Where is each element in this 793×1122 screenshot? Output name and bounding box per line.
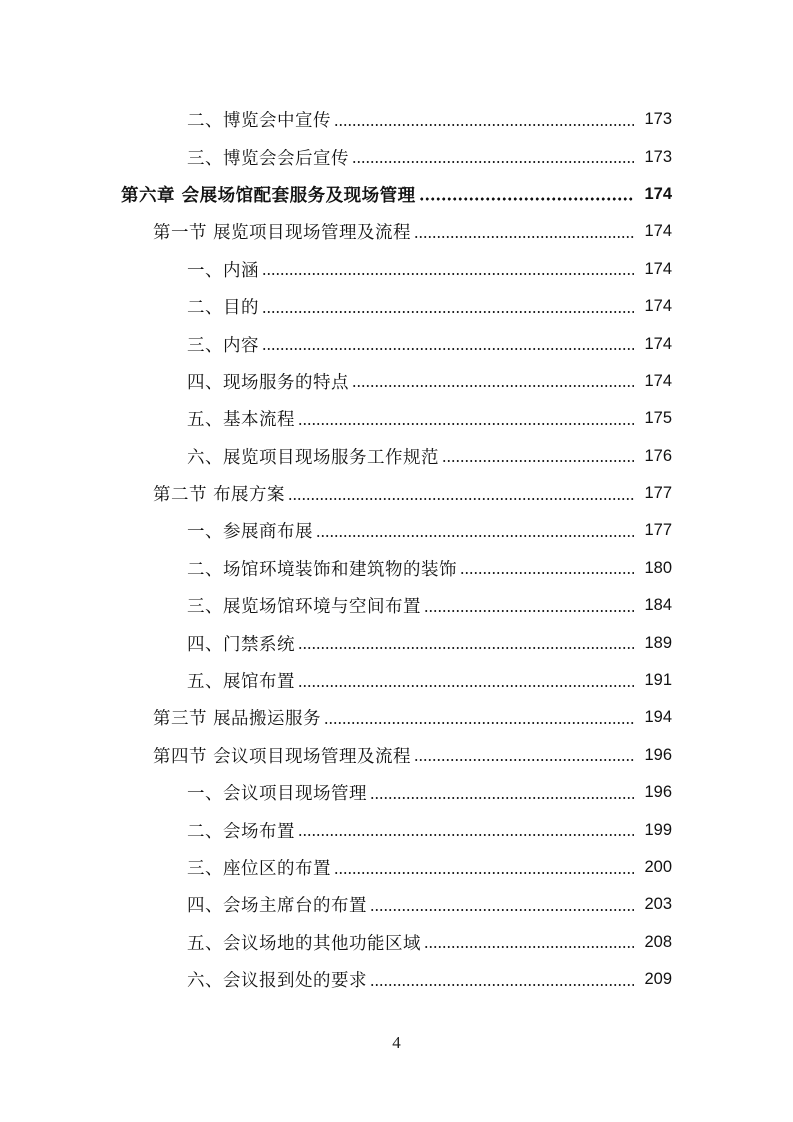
toc-entry-item[interactable]	[0, 251, 793, 288]
toc-entry-item[interactable]	[0, 138, 793, 175]
toc-entry-item[interactable]	[0, 924, 793, 961]
toc-entry-section[interactable]	[0, 475, 793, 512]
toc-entry-title: 一、参展商布展	[187, 522, 313, 543]
dot-leader	[334, 871, 634, 875]
toc-entry-page: 174	[644, 334, 672, 353]
toc-entry-page: 173	[644, 147, 672, 166]
toc-entry-item[interactable]	[0, 288, 793, 325]
dot-leader	[298, 646, 634, 650]
dot-leader	[298, 684, 634, 688]
toc-entry-chapter[interactable]	[0, 176, 793, 213]
toc-entry-page: 175	[644, 409, 672, 428]
toc-entry-page: 194	[644, 708, 672, 727]
toc-entry-title: 第一节 展览项目现场管理及流程	[153, 223, 412, 244]
toc-entry-page: 174	[644, 222, 672, 241]
toc-entry-title: 第三节 展品搬运服务	[153, 709, 322, 730]
toc-entry-title: 五、展馆布置	[187, 672, 295, 693]
toc-entry-page: 174	[644, 184, 672, 203]
dot-leader	[414, 235, 634, 239]
toc-entry-item[interactable]	[0, 849, 793, 886]
dot-leader	[370, 796, 634, 800]
toc-entry-page: 189	[644, 633, 672, 652]
toc-entry-page: 173	[644, 110, 672, 129]
toc-entry-item[interactable]	[0, 624, 793, 661]
toc-entry-title: 第二节 布展方案	[153, 485, 286, 506]
page-number: 4	[392, 1033, 401, 1052]
dot-leader	[352, 160, 634, 164]
toc-entry-item[interactable]	[0, 400, 793, 437]
toc-entry-item[interactable]	[0, 101, 793, 138]
toc-entry-page: 177	[644, 521, 672, 540]
toc-entry-item[interactable]	[0, 363, 793, 400]
toc-entry-title: 四、门禁系统	[187, 634, 295, 655]
dot-leader	[442, 459, 634, 463]
dot-leader	[352, 384, 634, 388]
toc-entry-title: 六、会议报到处的要求	[187, 971, 367, 992]
toc-entry-item[interactable]	[0, 811, 793, 848]
toc-entry-title: 第四节 会议项目现场管理及流程	[153, 746, 412, 767]
toc-entry-page: 191	[644, 671, 672, 690]
toc-entry-title: 二、目的	[187, 298, 259, 319]
toc-entry-page: 196	[644, 783, 672, 802]
dot-leader	[262, 272, 634, 276]
dot-leader	[262, 310, 634, 314]
toc-entry-item[interactable]	[0, 550, 793, 587]
toc-entry-title: 三、展览场馆环境与空间布置	[187, 597, 421, 618]
dot-leader	[298, 833, 634, 837]
dot-leader	[288, 497, 634, 501]
toc-entry-page: 196	[644, 745, 672, 764]
toc-entry-title: 三、座位区的布置	[187, 859, 331, 879]
toc-entry-title: 四、会场主席台的布置	[187, 896, 367, 917]
toc-entry-page: 174	[644, 371, 672, 390]
toc-entry-title: 五、会议场地的其他功能区域	[187, 933, 421, 954]
toc-entry-page: 200	[644, 858, 672, 876]
toc-entry-page: 176	[644, 446, 672, 465]
toc-entry-item[interactable]	[0, 587, 793, 624]
toc-entry-title: 一、会议项目现场管理	[187, 784, 367, 805]
toc-entry-title: 三、内容	[187, 335, 259, 356]
toc-entry-section[interactable]	[0, 737, 793, 774]
dot-leader	[262, 347, 634, 351]
toc-entry-title: 六、展览项目现场服务工作规范	[187, 447, 439, 468]
dot-leader	[324, 721, 634, 725]
dot-leader	[334, 123, 634, 127]
toc-entry-title: 二、会场布置	[187, 821, 295, 842]
dot-leader	[370, 908, 634, 912]
dot-leader	[370, 983, 634, 987]
toc-entry-page: 199	[644, 820, 672, 839]
toc-entry-title: 一、内涵	[187, 260, 259, 281]
dot-leader	[460, 571, 634, 575]
toc-entry-title: 二、场馆环境装饰和建筑物的装饰	[187, 559, 457, 580]
toc-entry-item[interactable]	[0, 961, 793, 998]
toc-entry-item[interactable]	[0, 774, 793, 811]
dot-leader	[424, 945, 634, 949]
toc-entry-page: 174	[644, 259, 672, 278]
toc-entry-page: 184	[644, 596, 672, 615]
dot-leader	[414, 758, 634, 762]
toc-entry-section[interactable]	[0, 699, 793, 736]
toc-entry-page: 203	[644, 895, 672, 914]
toc-entry-section[interactable]	[0, 213, 793, 250]
toc-entry-title: 五、基本流程	[187, 410, 295, 431]
table-of-contents	[0, 101, 793, 998]
dot-leader	[424, 609, 634, 613]
toc-entry-title: 第六章 会展场馆配套服务及现场管理	[121, 185, 416, 206]
dot-leader	[419, 197, 634, 201]
toc-entry-page: 209	[644, 970, 672, 989]
toc-entry-page: 174	[644, 297, 672, 316]
toc-entry-page: 177	[644, 484, 672, 503]
dot-leader	[298, 422, 634, 426]
toc-entry-title: 二、博览会中宣传	[187, 111, 331, 132]
toc-entry-title: 三、博览会会后宣传	[187, 148, 349, 169]
toc-entry-item[interactable]	[0, 662, 793, 699]
toc-entry-item[interactable]	[0, 325, 793, 362]
toc-entry-item[interactable]	[0, 438, 793, 475]
toc-entry-page: 208	[644, 932, 672, 951]
toc-entry-item[interactable]	[0, 886, 793, 923]
dot-leader	[316, 534, 634, 538]
toc-entry-page: 180	[644, 558, 672, 577]
toc-entry-title: 四、现场服务的特点	[187, 372, 349, 393]
toc-entry-item[interactable]	[0, 512, 793, 549]
